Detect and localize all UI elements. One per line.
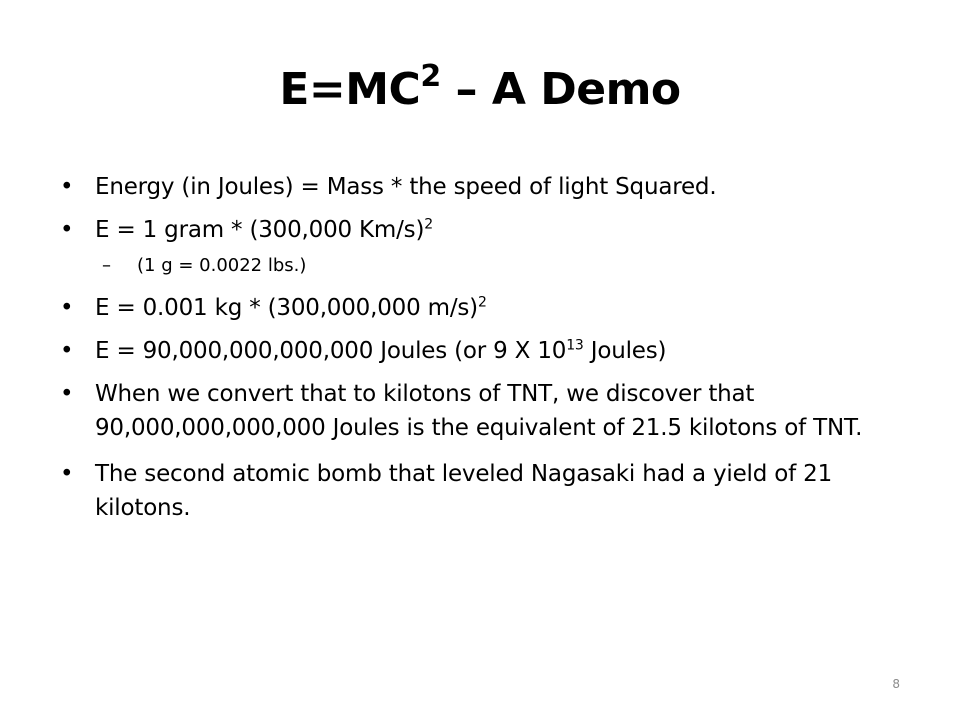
bullet-kg-equation — [60, 291, 920, 325]
sub-bullet-dash: – — [102, 255, 111, 276]
bullet-superscript: 2 — [477, 294, 487, 311]
slide-title — [0, 60, 960, 120]
bullet-text: Energy (in Joules) = Mass * the speed of light Squared. — [95, 174, 717, 200]
bullet-energy-definition — [60, 170, 920, 204]
bullet-joules-result — [60, 334, 920, 368]
page-number: 8 — [892, 677, 900, 691]
bullet-dot: • — [60, 217, 74, 243]
bullet-dot: • — [60, 295, 74, 321]
bullet-list — [60, 170, 920, 534]
bullet-superscript: 13 — [566, 337, 584, 354]
bullet-gram-equation — [60, 213, 920, 247]
bullet-text-after: Joules) — [583, 338, 667, 364]
bullet-text: E = 90,000,000,000,000 Joules (or 9 X 10 — [95, 338, 567, 364]
bullet-text: E = 0.001 kg * (300,000,000 m/s) — [95, 295, 478, 321]
bullet-tnt-conversion — [60, 377, 920, 445]
bullet-text: The second atomic bomb that leveled Nagasaki had a yield of 21 kilotons. — [95, 461, 832, 521]
bullet-text: E = 1 gram * (300,000 Km/s) — [95, 217, 425, 243]
title-rest: – A Demo — [440, 64, 681, 115]
bullet-superscript: 2 — [424, 216, 433, 233]
sub-bullet-gram-conversion — [60, 252, 920, 280]
bullet-dot: • — [60, 461, 74, 487]
sub-bullet-text: (1 g = 0.0022 lbs.) — [137, 255, 307, 276]
title-superscript: 2 — [420, 59, 441, 95]
bullet-nagasaki — [60, 457, 920, 525]
bullet-text: When we convert that to kilotons of TNT, we discover that 90,000,000,000,000 Joules is the equivalent of 21.5 kilotons of TNT. — [95, 381, 863, 441]
title-main: E=MC — [279, 64, 421, 115]
bullet-dot: • — [60, 174, 74, 200]
bullet-dot: • — [60, 338, 74, 364]
bullet-dot: • — [60, 381, 74, 407]
